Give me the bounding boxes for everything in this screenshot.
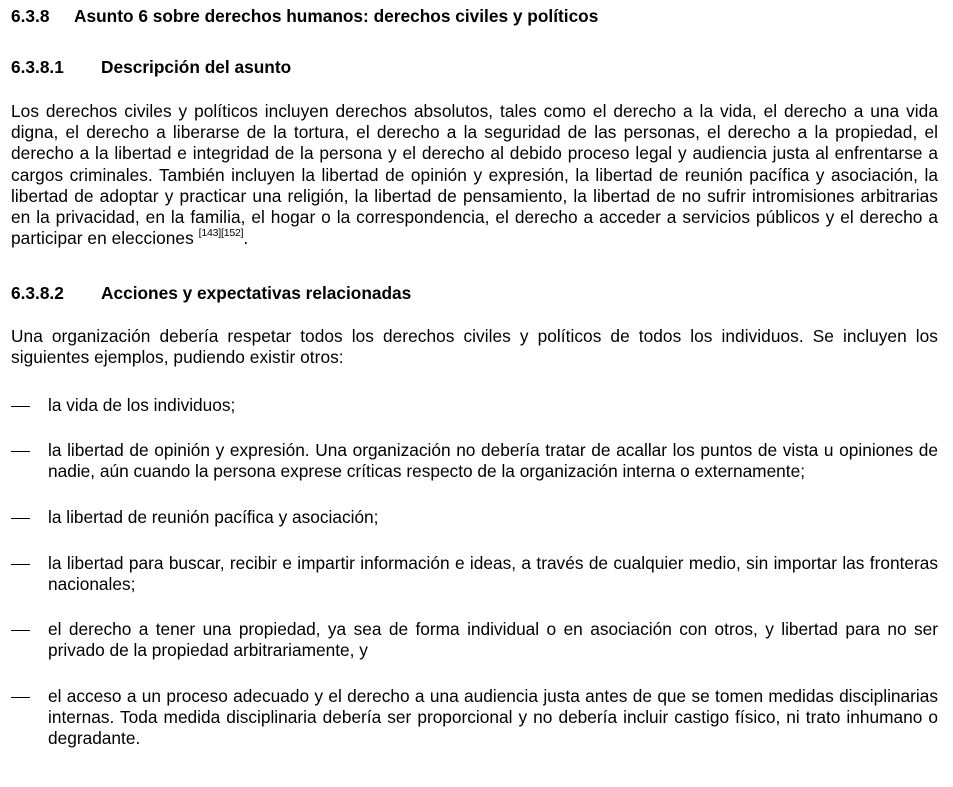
em-dash-bullet [11,518,30,519]
subsection-title: Acciones y expectativas relacionadas [101,283,412,303]
em-dash-bullet [11,630,30,631]
description-text: Los derechos civiles y políticos incluyen derechos absolutos, tales como el derecho a la vida, el derecho a una vida digna, el derecho a liberarse de la tortura, el derecho a la seguridad de las personas, el derecho a la propiedad, el derecho a la libertad e integridad de la persona y el derecho al debido proceso legal y audiencia justa al enfrentarse a cargos criminales. También incluyen la libertad de opinión y expresión, la libertad de reunión pacífica y asociación, la libertad de adoptar y practicar una religión, la libertad de pensamiento, la libertad de no sufrir intromisiones arbitrarias en la privacidad, en la familia, el hogar o la correspondencia, el derecho a acceder a servicios públicos y el derecho a participar en elecciones [11,101,938,249]
subsection-heading-actions [11,283,411,304]
actions-list [11,395,938,749]
em-dash-bullet [11,697,30,698]
list-item-text: la libertad para buscar, recibir e impartir información e ideas, a través de cualquier medio, sin importar las fronteras nacionales; [48,552,938,595]
em-dash-bullet [11,406,30,407]
list-item-text: el derecho a tener una propiedad, ya sea de forma individual o en asociación con otros, y libertad para no ser privado de la propiedad arbitrariamente, y [48,619,938,661]
subsection-title: Descripción del asunto [101,57,292,77]
list-item-text: el acceso a un proceso adecuado y el derecho a una audiencia justa antes de que se tomen medidas disciplinarias internas. Toda medida disciplinaria debería ser proporcional y no debería incluir castigo físico, ni trato inhumano o degradante. [48,685,938,749]
description-paragraph [11,101,938,252]
list-item-text: la vida de los individuos; [48,395,236,415]
em-dash-bullet [11,451,30,452]
subsection-number: 6.3.8.2 [11,283,64,303]
list-item-text: la libertad de reunión pacífica y asociación; [48,506,379,527]
subsection-number: 6.3.8.1 [11,57,64,77]
list-item [11,440,938,482]
subsection-heading-description [11,57,291,78]
list-item-text: la libertad de opinión y expresión. Una organización no debería tratar de acallar los puntos de vista u opiniones de nadie, aún cuando la persona exprese críticas respecto de la organización interna o externamente; [48,440,938,482]
section-title: Asunto 6 sobre derechos humanos: derechos civiles y políticos [74,6,599,26]
list-item [11,619,938,661]
section-heading [11,6,598,27]
list-item [11,395,938,416]
end-punctuation: . [243,228,249,249]
em-dash-bullet [11,564,30,565]
actions-intro-paragraph: Una organización debería respetar todos los derechos civiles y políticos de todos los individuos. Se incluyen los siguientes ejemplos, pudiendo existir otros: [11,326,938,368]
reference-143[interactable]: [143] [198,227,221,240]
section-number: 6.3.8 [11,6,50,26]
list-item [11,686,938,750]
list-item [11,507,938,528]
reference-152[interactable]: [152] [220,227,244,240]
list-item [11,553,938,595]
